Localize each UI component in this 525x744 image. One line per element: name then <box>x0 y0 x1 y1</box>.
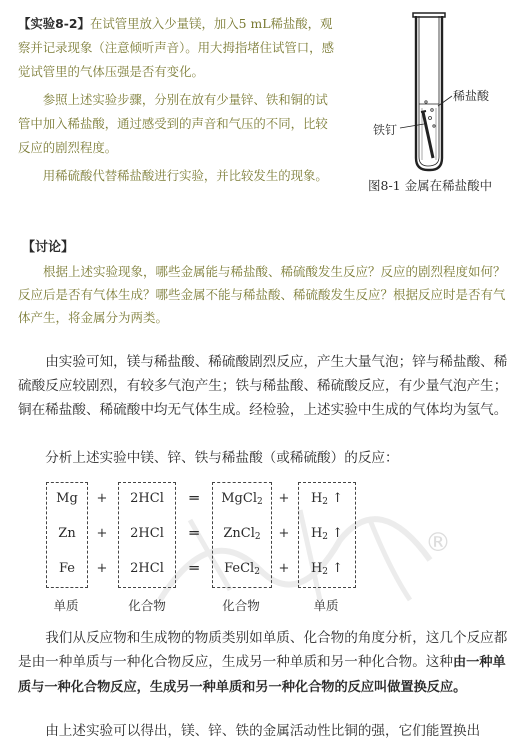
category-label: 化合物 <box>128 598 166 613</box>
eq-metal: Fe <box>58 561 75 576</box>
eq-metal: Zn <box>58 526 76 541</box>
eq-salt: FeCl$_2$ <box>224 561 260 577</box>
experiment-para3: 用稀硫酸代替稀盐酸进行实验，并比较发生的现象。 <box>42 168 328 183</box>
eq-metal: Mg <box>56 491 78 506</box>
experiment-line1: 在试管里放入少量镁，加入5 mL稀盐酸，观察并记录现象（注意倾听声音）。用大拇指堵住试管口，感觉试管里的气体压强是否有变化。 <box>18 16 334 79</box>
body-para3 <box>18 626 512 700</box>
experiment-heading: 【实验8-2】 <box>18 16 90 31</box>
eq-acid: 2HCl <box>130 526 164 541</box>
category-label: 单质 <box>313 598 339 613</box>
eq-acid: 2HCl <box>130 561 164 576</box>
category-label: 化合物 <box>222 598 260 613</box>
eq-plus: + <box>278 491 290 506</box>
body-para1: 由实验可知，镁与稀盐酸、稀硫酸剧烈反应，产生大量气泡；锌与稀盐酸、稀硫酸反应较剧烈，有较多气泡产生；铁与稀盐酸、稀硫酸反应，有少量气泡产生；铜在稀盐酸、稀硫酸中均无气体生成。经检验，上述实验中生成的气体均为氢气。 <box>18 354 508 418</box>
category-label: 单质 <box>53 598 79 613</box>
eq-salt: ZnCl$_2$ <box>223 526 261 542</box>
eq-hydrogen: $H_2$ ↑ <box>310 491 344 507</box>
eq-equals: ═ <box>189 559 199 577</box>
eq-salt: MgCl$_2$ <box>221 491 263 507</box>
experiment-para2: 参照上述实验步骤，分别在放有少量锌、铁和铜的试管中加入稀盐酸，通过感受到的声音和气压的不同，比较反应的剧烈程度。 <box>18 92 328 155</box>
eq-hydrogen: $H_2$ ↑ <box>310 526 344 542</box>
figure-label-nail: 铁钉 <box>373 123 398 137</box>
eq-equals: ═ <box>189 489 199 507</box>
eq-equals: ═ <box>189 524 199 542</box>
replacement-reaction-definition: 由一种单质与一种化合物反应，生成另一种单质和另一种化合物的反应叫做置换反应。 <box>18 655 506 695</box>
eq-plus: + <box>278 561 290 576</box>
body-para4: 由上述实验可以得出，镁、锌、铁的金属活动性比铜的强，它们能置换出 <box>45 723 481 739</box>
eq-plus: + <box>96 561 108 576</box>
figure-label-acid: 稀盐酸 <box>453 89 490 103</box>
eq-acid: 2HCl <box>130 491 164 506</box>
eq-plus: + <box>96 491 108 506</box>
eq-hydrogen: $H_2$ ↑ <box>310 561 344 577</box>
registered-mark: ® <box>425 528 451 558</box>
discussion-text: 根据上述实验现象，哪些金属能与稀盐酸、稀硫酸发生反应？反应的剧烈程度如何？反应后是否有气体生成？哪些金属不能与稀盐酸、稀硫酸发生反应？根据反应时是否有气体产生，将金属分为两类。 <box>18 264 506 325</box>
eq-plus: + <box>96 526 108 541</box>
figure-caption: 图8-1 金属在稀盐酸中 <box>368 178 493 193</box>
body-para2: 分析上述实验中镁、锌、铁与稀盐酸（或稀硫酸）的反应： <box>45 450 399 466</box>
discussion-title: 【讨论】 <box>22 240 75 255</box>
body-para3-text: 我们从反应物和生成物的物质类别如单质、化合物的角度分析，这几个反应都是由一种单质与一种化合物反应，生成另一种单质和另一种化合物。这种 <box>18 630 508 670</box>
eq-plus: + <box>278 526 290 541</box>
